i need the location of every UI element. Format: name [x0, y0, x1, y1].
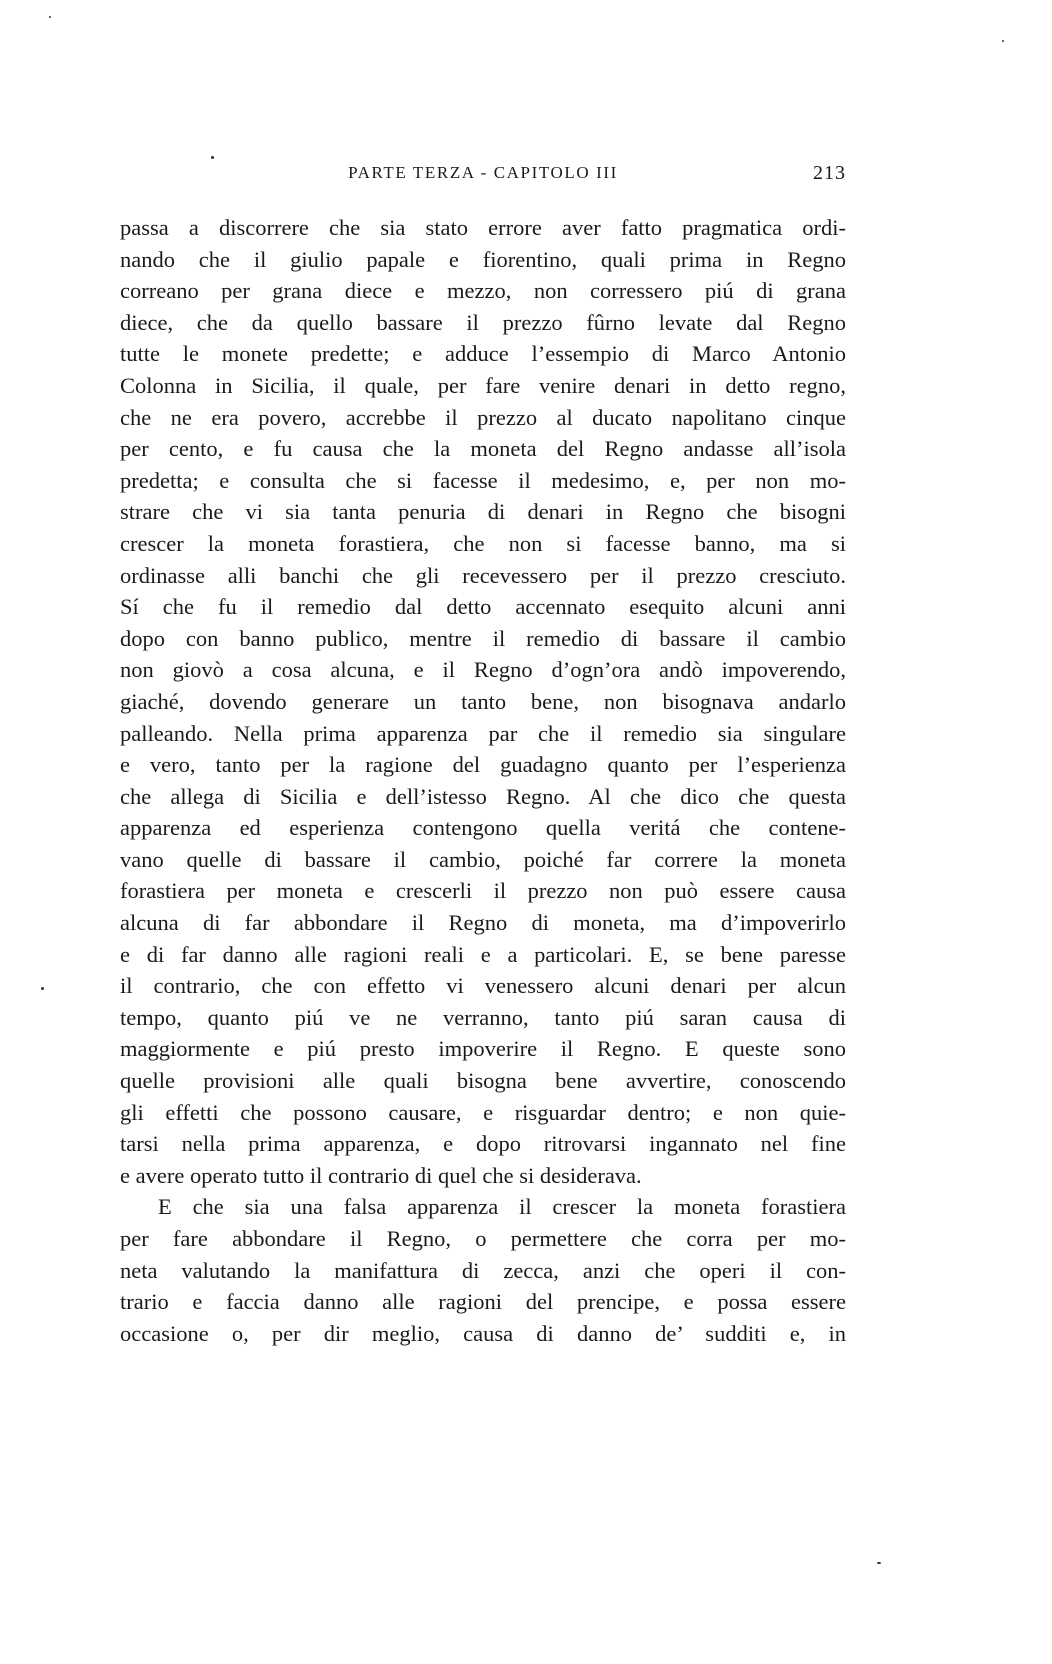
scan-speck [877, 1562, 881, 1564]
text-line: palleando. Nella prima apparenza par che il remedio sia singulare [120, 720, 846, 746]
text-line: quelle provisioni alle quali bisogna bene avvertire, conoscendo [120, 1068, 846, 1094]
text-line: che allega di Sicilia e dell’istesso Regno. Al che dico che questa [120, 783, 846, 809]
paragraph [120, 212, 846, 1191]
text-line: e vero, tanto per la ragione del guadagno quanto per l’esperienza [120, 752, 846, 778]
text-line: apparenza ed esperienza contengono quella veritá che contene- [120, 815, 846, 841]
body-text [120, 212, 846, 1349]
running-head [120, 158, 846, 188]
text-line: E che sia una falsa apparenza il crescer la moneta forastiera [158, 1194, 846, 1220]
text-line: giaché, dovendo generare un tanto bene, non bisognava andarlo [120, 688, 846, 714]
scan-speck [1002, 40, 1004, 42]
text-line: tutte le monete predette; e adduce l’essempio di Marco Antonio [120, 341, 846, 367]
text-line: non giovò a cosa alcuna, e il Regno d’ogn’ora andò impoverendo, [120, 657, 846, 683]
text-line: passa a discorrere che sia stato errore aver fatto pragmatica ordi- [120, 215, 846, 240]
text-line: ordinasse alli banchi che gli recevessero per il prezzo cresciuto. [120, 562, 846, 588]
text-line: gli effetti che possono causare, e risguardar dentro; e non quie- [120, 1099, 846, 1125]
running-title: PARTE TERZA - CAPITOLO III [348, 163, 618, 182]
text-line: tarsi nella prima apparenza, e dopo ritrovarsi ingannato nel fine [120, 1131, 846, 1157]
text-line: correano per grana diece e mezzo, non corressero piú di grana [120, 278, 846, 304]
text-line: dopo con banno publico, mentre il remedio di bassare il cambio [120, 625, 846, 651]
text-line: Colonna in Sicilia, il quale, per fare venire denari in detto regno, [120, 372, 846, 398]
text-line: forastiera per moneta e crescerli il prezzo non può essere causa [120, 878, 846, 904]
text-line: vano quelle di bassare il cambio, poiché far correre la moneta [120, 846, 846, 872]
text-line: trario e faccia danno alle ragioni del prencipe, e possa essere [120, 1289, 846, 1315]
text-line: per cento, e fu causa che la moneta del Regno andasse all’isola [120, 436, 846, 462]
text-line: e avere operato tutto il contrario di quel che si desiderava. [120, 1162, 642, 1188]
text-line: per fare abbondare il Regno, o permettere che corra per mo- [120, 1226, 846, 1251]
text-line: strare che vi sia tanta penuria di denari in Regno che bisogni [120, 499, 846, 525]
text-line: occasione o, per dir meglio, causa di danno de’ sudditi e, in [120, 1320, 846, 1346]
text-line: predetta; e consulta che si facesse il medesimo, e, per non mo- [120, 467, 846, 493]
text-line: diece, che da quello bassare il prezzo fûrno levate dal Regno [120, 309, 846, 335]
text-line: nando che il giulio papale e fiorentino, quali prima in Regno [120, 246, 846, 272]
text-line: alcuna di far abbondare il Regno di moneta, ma d’impoverirlo [120, 910, 846, 936]
text-line: e di far danno alle ragioni reali e a particolari. E, se bene paresse [120, 941, 846, 967]
text-line: il contrario, che con effetto vi venessero alcuni denari per alcun [120, 973, 846, 999]
text-line: neta valutando la manifattura di zecca, anzi che operi il con- [120, 1257, 846, 1283]
text-line: crescer la moneta forastiera, che non si facesse banno, ma si [120, 530, 846, 556]
text-line: Sí che fu il remedio dal detto accennato esequito alcuni anni [120, 594, 846, 620]
scan-speck [41, 987, 44, 990]
text-line: che ne era povero, accrebbe il prezzo al ducato napolitano cinque [120, 404, 846, 430]
text-line: tempo, quanto piú ve ne verranno, tanto piú saran causa di [120, 1004, 846, 1030]
page-number: 213 [813, 162, 846, 184]
paragraph [120, 1191, 846, 1349]
text-line: maggiormente e piú presto impoverire il Regno. E queste sono [120, 1036, 846, 1062]
scan-speck [211, 156, 214, 159]
scan-speck [49, 16, 51, 18]
